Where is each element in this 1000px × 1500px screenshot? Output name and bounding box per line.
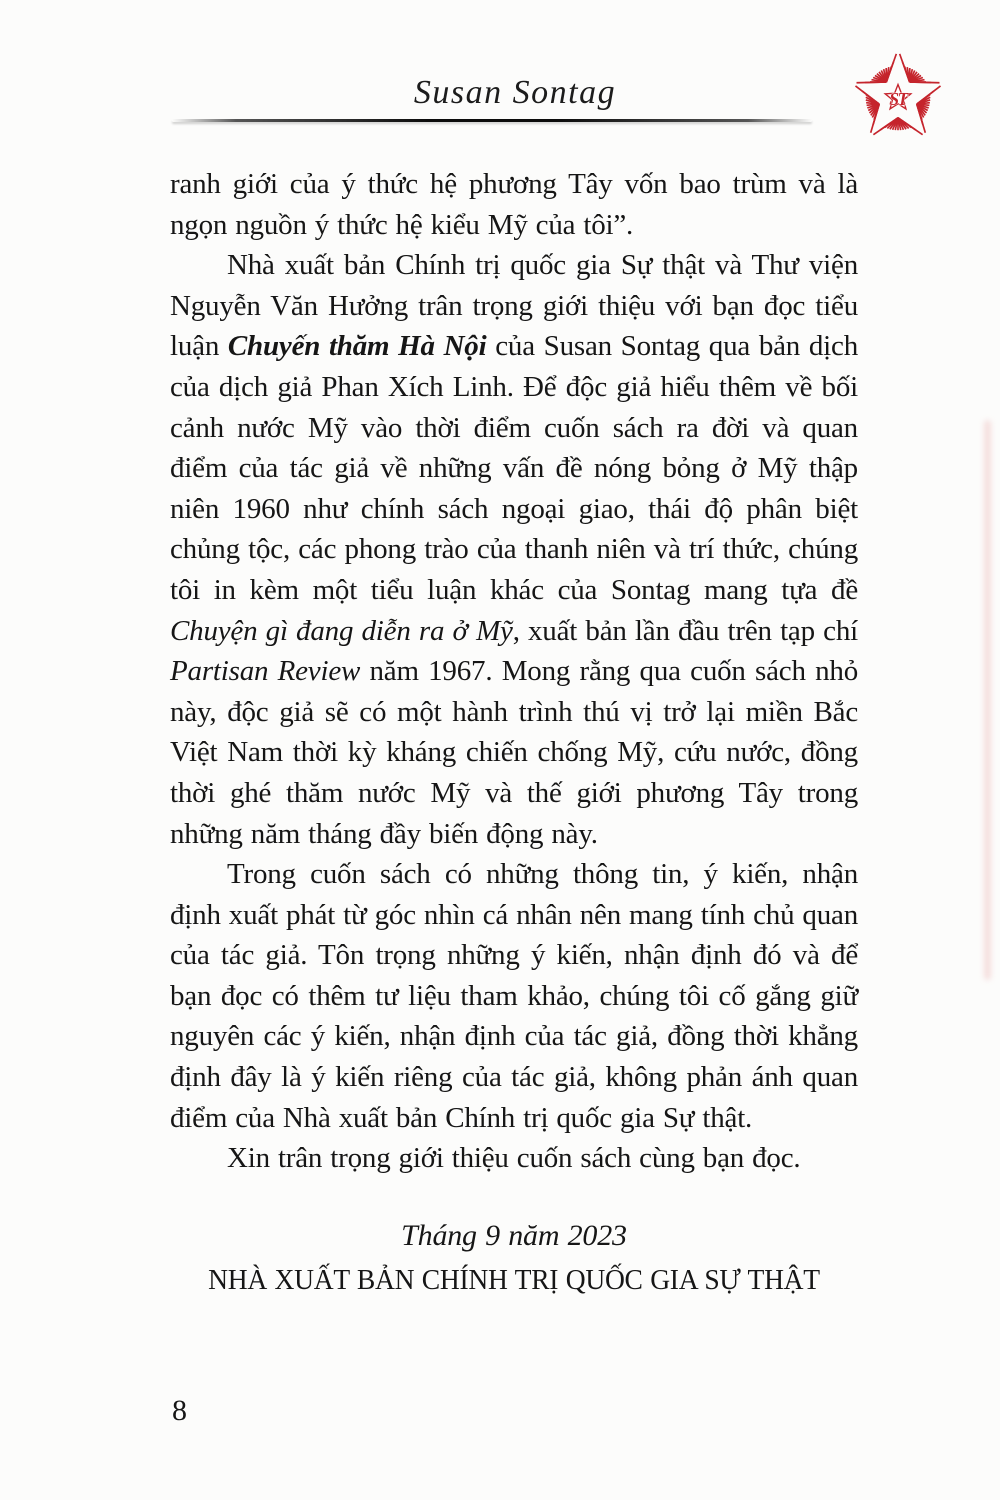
page-number: 8 <box>172 1394 187 1427</box>
italic-segment: Chuyện gì đang diễn ra ở Mỹ <box>170 614 513 647</box>
header-divider-rule <box>172 119 812 122</box>
italic-segment: Partisan Review <box>170 655 361 688</box>
running-header-author: Susan Sontag <box>413 74 617 111</box>
body-paragraph <box>170 245 858 854</box>
svg-text:ST: ST <box>889 88 907 109</box>
text-segment: ranh giới của ý thức hệ phương Tây vốn bao trùm và là ngọn nguồn ý thức hệ kiểu Mỹ của tôi”. <box>170 168 858 241</box>
body-paragraph <box>170 1138 858 1179</box>
text-segment: , xuất bản lần đầu trên tạp chí <box>512 614 858 647</box>
publisher-name: NHÀ XUẤT BẢN CHÍNH TRỊ QUỐC GIA SỰ THẬT <box>208 1264 820 1297</box>
bold-italic-segment: Chuyến thăm Hà Nội <box>227 330 487 363</box>
body-paragraph <box>170 164 858 245</box>
signoff-block <box>170 1217 858 1301</box>
signoff-date: Tháng 9 năm 2023 <box>401 1218 627 1252</box>
text-segment: Xin trân trọng giới thiệu cuốn sách cùng bạn đọc. <box>227 1142 801 1175</box>
publisher-logo <box>846 46 950 150</box>
text-segment: Nhà xuất bản Chính trị quốc gia Sự thật và Thư viện Nguyễn Văn Hưởng trân trọng giới thiệu với bạn đọc tiểu luận <box>170 249 858 363</box>
text-segment: Trong cuốn sách có những thông tin, ý kiến, nhận định xuất phát từ góc nhìn cá nhân nên mang tính chủ quan của tác giả. Tôn trọng những ý kiến, nhận định đó và để bạn đọc có thêm tư liệu tham khảo, chúng tôi cố gắng giữ nguyên các ý kiến, nhận định của tác giả, đồng thời khẳng định đây là ý kiến riêng của tác giả, không phản ánh quan điểm của Nhà xuất bản Chính trị quốc gia Sự thật. <box>170 858 858 1134</box>
page-bleed-artifact <box>984 420 991 980</box>
text-segment: năm 1967. Mong rằng qua cuốn sách nhỏ này, độc giả sẽ có một hành trình thú vị trở lại miền Bắc Việt Nam thời kỳ kháng chiến chống Mỹ, cứu nước, đồng thời ghé thăm nước Mỹ và thế giới phương Tây trong những năm tháng đầy biến động này. <box>170 655 858 850</box>
text-segment: của Susan Sontag qua bản dịch của dịch giả Phan Xích Linh. Để độc giả hiểu thêm về bối cảnh nước Mỹ vào thời điểm cuốn sách ra đời và quan điểm của tác giả về những vấn đề nóng bỏng ở Mỹ thập niên 1960 như chính sách ngoại giao, thái độ phân biệt chủng tộc, các phong trào của thanh niên và trí thức, chúng tôi in kèm một tiểu luận khác của Sontag mang tựa đề <box>170 330 859 606</box>
body-text <box>170 164 858 1301</box>
star-burst-logo-icon <box>846 46 950 150</box>
body-paragraph <box>170 854 858 1138</box>
